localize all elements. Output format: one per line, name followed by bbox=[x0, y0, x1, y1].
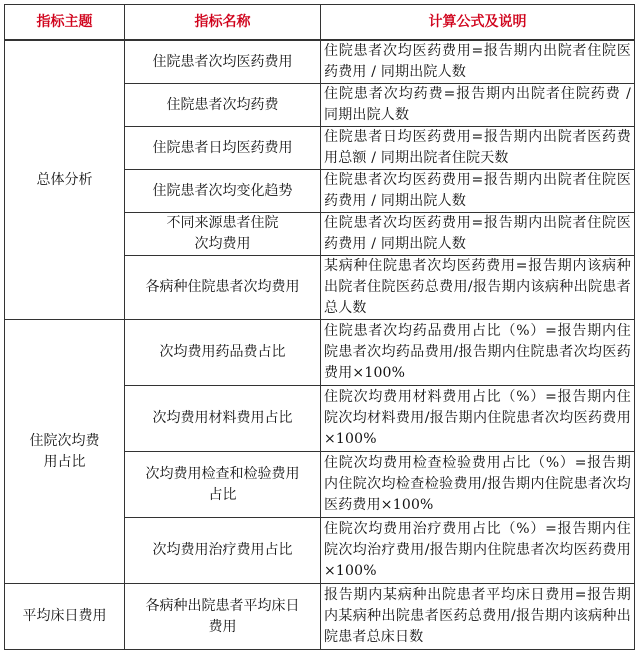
header-formula: 计算公式及说明 bbox=[321, 5, 635, 41]
topic-bed-day-cost: 平均床日费用 bbox=[5, 584, 125, 650]
table-row bbox=[5, 584, 635, 650]
indicator-name: 住院患者次均医药费用 bbox=[125, 40, 321, 84]
table-row bbox=[5, 320, 635, 386]
indicator-name: 住院患者次均药费 bbox=[125, 84, 321, 127]
indicator-formula: 住院患者次均医药费用=报告期内出院者住院医药费用 / 同期出院人数 bbox=[321, 170, 635, 213]
indicator-formula: 住院患者次均医药费用=报告期内出院者住院医药费用 / 同期出院人数 bbox=[321, 40, 635, 84]
topic-overall: 总体分析 bbox=[5, 40, 125, 320]
table-row bbox=[5, 40, 635, 84]
indicator-name: 次均费用材料费用占比 bbox=[125, 386, 321, 452]
indicator-formula: 住院次均费用治疗费用占比（%）=报告期内住院次均治疗费用/报告期内住院患者次均医药费用×100% bbox=[321, 518, 635, 584]
indicator-name: 次均费用药品费占比 bbox=[125, 320, 321, 386]
indicator-name: 各病种住院患者次均费用 bbox=[125, 256, 321, 320]
indicator-name: 住院患者日均医药费用 bbox=[125, 127, 321, 170]
indicator-name: 住院患者次均变化趋势 bbox=[125, 170, 321, 213]
indicator-formula: 住院次均费用检查检验费用占比（%）=报告期内住院次均检查检验费用/报告期内住院患者次均医药费用×100% bbox=[321, 452, 635, 518]
indicator-name: 各病种出院患者平均床日费用 bbox=[125, 584, 321, 650]
indicator-name: 次均费用检查和检验费用占比 bbox=[125, 452, 321, 518]
indicator-formula: 住院患者次均药费=报告期内出院者住院药费 / 同期出院人数 bbox=[321, 84, 635, 127]
indicator-formula: 住院患者次均药品费用占比（%）=报告期内住院患者次均药品费用/报告期内住院患者次均医药费用×100% bbox=[321, 320, 635, 386]
indicator-formula: 某病种住院患者次均医药费用=报告期内该病种出院者住院医药总费用/报告期内该病种出院患者总人数 bbox=[321, 256, 635, 320]
indicator-name: 不同来源患者住院次均费用 bbox=[125, 213, 321, 256]
indicator-formula: 报告期内某病种出院患者平均床日费用=报告期内某病种出院患者医药总费用/报告期内该病种出院患者总床日数 bbox=[321, 584, 635, 650]
indicator-formula: 住院患者日均医药费用=报告期内出院者医药费用总额 / 同期出院者住院天数 bbox=[321, 127, 635, 170]
indicator-table bbox=[4, 4, 635, 650]
indicator-name: 次均费用治疗费用占比 bbox=[125, 518, 321, 584]
indicator-formula: 住院患者次均医药费用=报告期内出院者住院医药费用 / 同期出院人数 bbox=[321, 213, 635, 256]
header-name: 指标名称 bbox=[125, 5, 321, 41]
topic-cost-ratio: 住院次均费用占比 bbox=[5, 320, 125, 584]
header-row bbox=[5, 5, 635, 41]
indicator-formula: 住院次均费用材料费用占比（%）=报告期内住院次均材料费用/报告期内住院患者次均医药费用×100% bbox=[321, 386, 635, 452]
header-topic: 指标主题 bbox=[5, 5, 125, 41]
